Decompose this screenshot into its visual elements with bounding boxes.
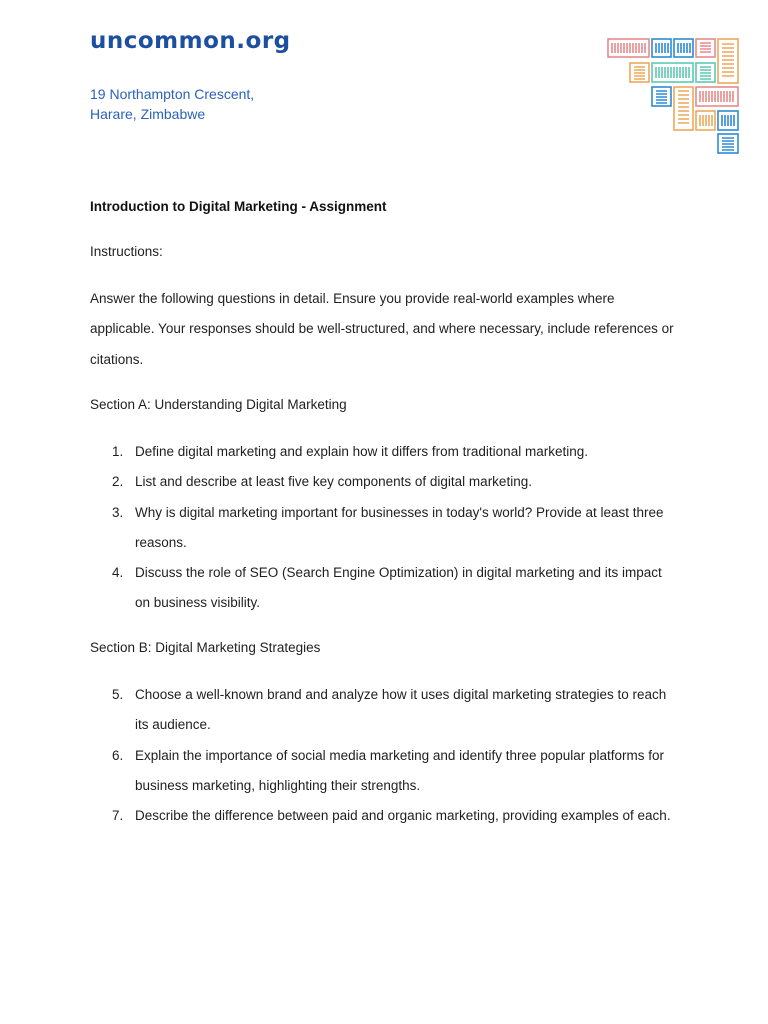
question-text: Why is digital marketing important for businesses in today's world? Provide at least three reasons. bbox=[135, 504, 664, 550]
question-text: List and describe at least five key components of digital marketing. bbox=[135, 474, 532, 490]
question-text: Define digital marketing and explain how it differs from traditional marketing. bbox=[135, 444, 588, 459]
block-red-3 bbox=[696, 87, 738, 106]
organization-logo: uncommon.org bbox=[90, 28, 291, 54]
question-text: Choose a well-known brand and analyze how it uses digital marketing strategies to reach its audience. bbox=[135, 687, 667, 733]
block-blue-4 bbox=[718, 111, 738, 130]
question-number: 3. bbox=[112, 504, 124, 520]
question-number: 4. bbox=[112, 565, 124, 581]
block-teal-2 bbox=[696, 63, 715, 82]
question-number: 7. bbox=[112, 808, 124, 824]
question-number: 5. bbox=[112, 687, 124, 702]
section-a-heading: Section A: Understanding Digital Marketing bbox=[90, 397, 347, 412]
instructions-paragraph: Answer the following questions in detail. Ensure you provide real-world examples where applicable. Your responses should be well-structured, and where necessary, include references or citations. bbox=[90, 291, 674, 367]
block-red-1 bbox=[608, 39, 649, 57]
block-blue-3 bbox=[652, 87, 671, 106]
question-text: Explain the importance of social media marketing and identify three popular platforms for business marketing, highlighting their strengths. bbox=[135, 747, 665, 793]
block-orange-2 bbox=[630, 63, 649, 82]
organization-address bbox=[90, 84, 254, 124]
question-item bbox=[0, 498, 675, 559]
section-b-heading: Section B: Digital Marketing Strategies bbox=[90, 640, 321, 655]
question-text: Describe the difference between paid and organic marketing, providing examples of each. bbox=[135, 808, 671, 824]
question-item bbox=[0, 437, 675, 467]
question-number: 1. bbox=[112, 444, 124, 459]
section-a-questions bbox=[0, 437, 690, 619]
question-item bbox=[0, 558, 675, 619]
address-line-2: Harare, Zimbabwe bbox=[90, 106, 206, 122]
question-number: 6. bbox=[112, 747, 124, 763]
instructions-label: Instructions: bbox=[90, 244, 163, 259]
question-item bbox=[0, 467, 675, 497]
question-item bbox=[0, 680, 675, 741]
address-line-1: 19 Northampton Crescent, bbox=[90, 86, 255, 102]
question-number: 2. bbox=[112, 474, 124, 490]
block-orange-1 bbox=[718, 39, 738, 83]
question-item bbox=[0, 801, 675, 831]
document-title: Introduction to Digital Marketing - Assignment bbox=[90, 199, 387, 214]
question-item bbox=[0, 741, 675, 802]
block-blue-5 bbox=[718, 134, 738, 153]
block-blue-2 bbox=[674, 39, 693, 57]
container-blocks-graphic bbox=[600, 36, 745, 158]
section-b-questions bbox=[0, 680, 690, 831]
question-text: Discuss the role of SEO (Search Engine Optimization) in digital marketing and its impact on business visibility. bbox=[135, 565, 662, 611]
block-blue-1 bbox=[652, 39, 671, 57]
block-teal-1 bbox=[652, 63, 693, 82]
block-red-2 bbox=[696, 39, 715, 57]
block-orange-3 bbox=[674, 87, 693, 130]
block-orange-4 bbox=[696, 111, 715, 130]
